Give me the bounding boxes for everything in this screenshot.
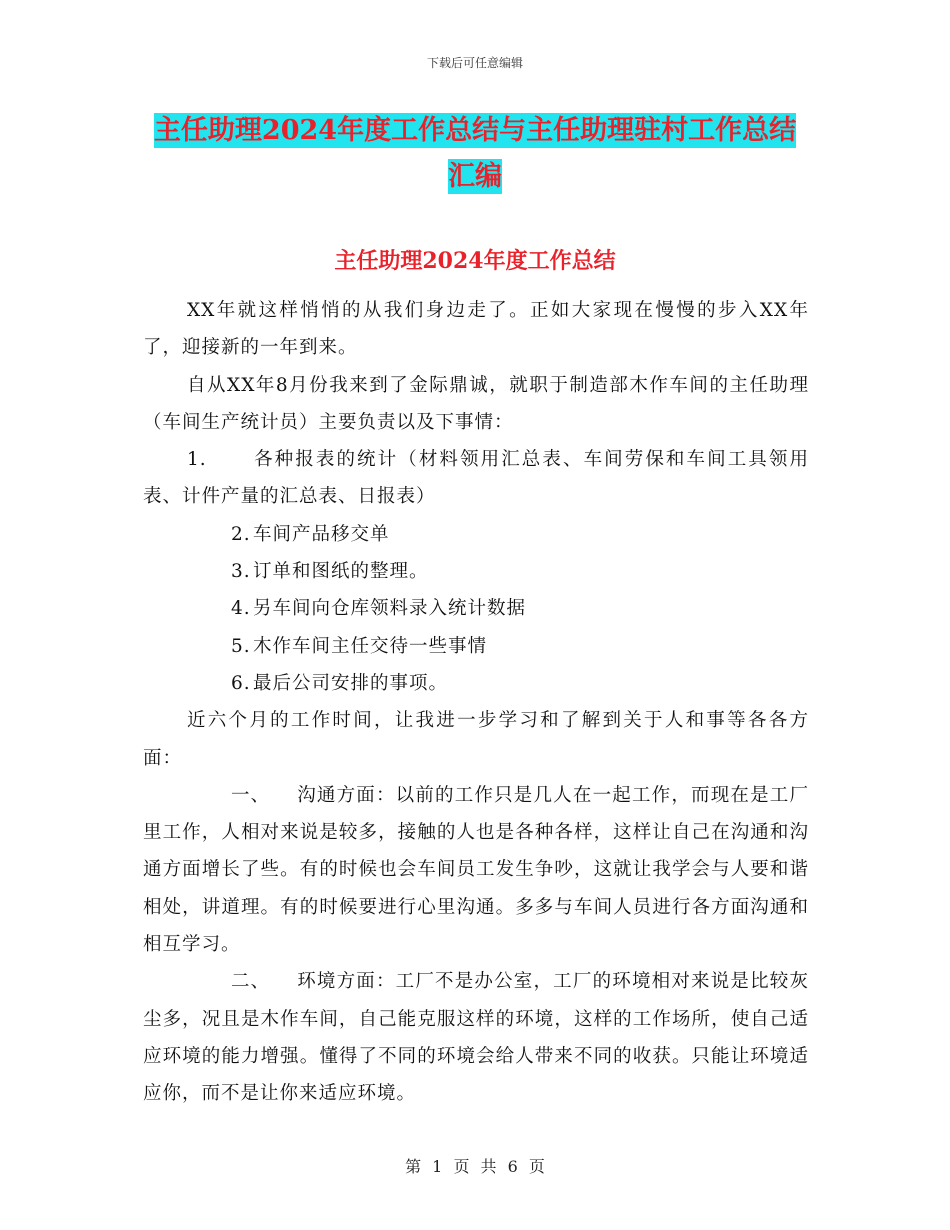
page-footer: 第 1 页 共 6 页 [405,1157,545,1176]
list-item [143,665,809,702]
document-body [143,292,809,1113]
title-line-2: 汇编 [448,161,502,192]
list-item-text: 另车间向仓库领料录入统计数据 [253,598,527,620]
header-note: 下载后可任意编辑 [426,56,523,70]
list-item-number: 6. [231,672,251,694]
list-item [143,553,809,590]
section-paragraph [143,777,809,963]
list-item [143,628,809,665]
paragraph: 自从XX年8月份我来到了金际鼎诚，就职于制造部木作车间的主任助理（车间生产统计员）主要负责以及下事情： [143,374,809,433]
document-title [0,108,950,200]
paragraph: XX年就这样悄悄的从我们身边走了。正如大家现在慢慢的步入XX年了，迎接新的一年到来。 [143,300,809,359]
list-item-text: 车间产品移交单 [253,523,390,545]
title-line-1: 主任助理2024年度工作总结与主任助理驻村工作总结 [153,115,797,146]
section-title: 主任助理2024年度工作总结 [334,248,616,274]
list-item [143,590,809,627]
section-number: 一、 [231,784,271,806]
list-item-number: 1. [187,449,207,471]
list-item [143,441,809,516]
list-item-number: 5. [231,635,251,657]
list-item-number: 2. [231,523,251,545]
section-number: 二、 [231,971,271,993]
list-item-text: 订单和图纸的整理。 [253,561,429,583]
list-item [143,516,809,553]
list-item-text: 最后公司安排的事项。 [253,672,449,694]
list-item-text: 木作车间主任交待一些事情 [253,635,488,657]
section-text: 沟通方面：以前的工作只是几人在一起工作，而现在是工厂里工作，人相对来说是较多，接触的人也是各种各样，这样让自己在沟通和沟通方面增长了些。有的时候也会车间员工发生争吵，这就让我学会与人要和谐相处，讲道理。有的时候要进行心里沟通。多多与车间人员进行各方面沟通和相互学习。 [143,784,809,956]
section-paragraph [143,963,809,1112]
paragraph: 近六个月的工作时间，让我进一步学习和了解到关于人和事等各各方面： [143,710,809,769]
list-item-text: 各种报表的统计（材料领用汇总表、车间劳保和车间工具领用表、计件产量的汇总表、日报表） [143,449,809,508]
section-text: 环境方面：工厂不是办公室，工厂的环境相对来说是比较灰尘多，况且是木作车间，自己能克服这样的环境，这样的工作场所，使自己适应环境的能力增强。懂得了不同的环境会给人带来不同的收获。只能让环境适应你，而不是让你来适应环境。 [143,971,809,1105]
list-item-number: 3. [231,561,251,583]
list-item-number: 4. [231,598,251,620]
